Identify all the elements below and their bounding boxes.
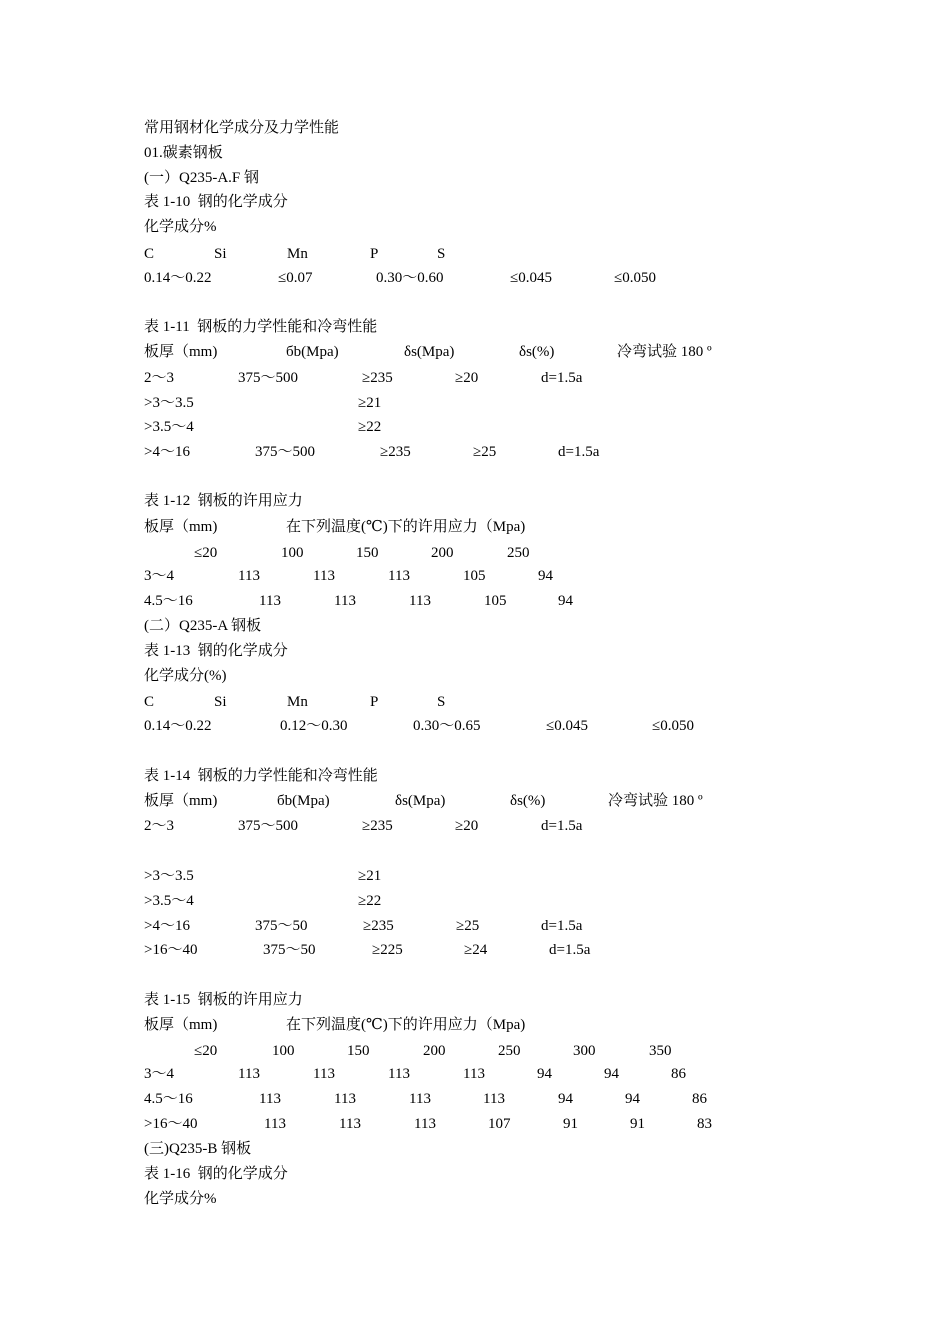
table-cell: 113 [339,1116,361,1132]
table-cell: 0.30～0.65 [413,718,481,734]
table-cell: 0.30～0.60 [376,270,444,286]
table-cell: 0.14～0.22 [144,270,212,286]
table-cell: 94 [558,1091,573,1107]
table-cell: ≥25 [473,444,497,460]
table-cell: 375～50 [263,942,316,958]
table-label: 化学成分% [144,1191,217,1207]
table-cell: ≤0.045 [510,270,552,286]
table-cell: 105 [484,593,507,609]
table-cell: 113 [259,1091,281,1107]
table-caption: 表 1-10 钢的化学成分 [144,194,288,210]
table-cell: 105 [463,568,486,584]
header-cell: δs(%) [510,793,546,809]
table-cell: 4.5～16 [144,1091,193,1107]
table-cell: 3～4 [144,568,175,584]
table-cell: d=1.5a [549,942,591,958]
table-cell: ≥21 [358,868,382,884]
table-cell: >3.5～4 [144,419,194,435]
table-cell: ≥235 [363,918,394,934]
table-cell: ≥235 [380,444,411,460]
table-cell: 113 [409,593,431,609]
document-title: 常用钢材化学成分及力学性能 [144,120,340,136]
table-cell: 113 [313,568,335,584]
table-cell: ≤0.050 [614,270,656,286]
table-cell: 94 [558,593,573,609]
table-cell: 113 [238,568,260,584]
table-cell: ≤0.07 [278,270,313,286]
section-heading: 01.碳素钢板 [144,145,223,161]
table-cell: >16～40 [144,942,198,958]
table-cell: 375～500 [255,444,316,460]
table-cell: 113 [313,1066,335,1082]
header-cell: C [144,246,155,262]
table-cell: d=1.5a [541,818,583,834]
subsection-heading: (二）Q235-A 钢板 [144,618,262,634]
header-cell: 冷弯试验 180 º [617,344,712,360]
table-cell: 86 [692,1091,707,1107]
header-cell: 100 [281,545,304,561]
table-cell: 0.14～0.22 [144,718,212,734]
table-cell: 94 [537,1066,552,1082]
table-caption: 表 1-11 钢板的力学性能和冷弯性能 [144,319,378,335]
table-cell: >3～3.5 [144,395,194,411]
header-cell: P [370,246,379,262]
header-cell: ≤20 [194,545,218,561]
header-cell: 350 [649,1043,672,1059]
header-cell: 150 [347,1043,370,1059]
header-cell: бb(Mpa) [286,344,339,360]
table-cell: 94 [625,1091,640,1107]
table-cell: >4～16 [144,444,190,460]
table-cell: >16～40 [144,1116,198,1132]
table-cell: 113 [238,1066,260,1082]
table-cell: ≥235 [362,818,393,834]
table-cell: ≥25 [456,918,480,934]
table-label: 化学成分% [144,219,217,235]
table-cell: 0.12～0.30 [280,718,348,734]
table-cell: 113 [483,1091,505,1107]
header-cell: δs(Mpa) [404,344,455,360]
table-cell: d=1.5a [558,444,600,460]
header-cell: 300 [573,1043,596,1059]
header-cell: 250 [507,545,530,561]
header-cell: C [144,694,155,710]
header-cell: 板厚（mm) [144,344,218,360]
table-label: 化学成分(%) [144,668,227,684]
header-cell: ≤20 [194,1043,218,1059]
header-cell: 板厚（mm) [144,793,218,809]
header-cell: 200 [431,545,454,561]
table-cell: 4.5～16 [144,593,193,609]
table-cell: 86 [671,1066,686,1082]
table-cell: ≥225 [372,942,403,958]
header-cell: 150 [356,545,379,561]
table-cell: 113 [334,593,356,609]
table-cell: 3～4 [144,1066,175,1082]
table-cell: 113 [388,1066,410,1082]
table-cell: 83 [697,1116,712,1132]
subsection-heading: (三)Q235-B 钢板 [144,1141,252,1157]
table-cell: ≤0.050 [652,718,694,734]
table-cell: ≥24 [464,942,488,958]
table-cell: 113 [259,593,281,609]
table-cell: 375～500 [238,818,299,834]
table-cell: 94 [604,1066,619,1082]
table-caption: 表 1-16 钢的化学成分 [144,1166,288,1182]
table-cell: ≥22 [358,893,382,909]
table-cell: 91 [563,1116,578,1132]
header-cell: 100 [272,1043,295,1059]
table-cell: 2～3 [144,818,175,834]
table-cell: 107 [488,1116,511,1132]
header-cell: S [437,246,446,262]
header-cell: 板厚（mm) [144,1017,218,1033]
header-cell: 在下列温度(℃)下的许用应力（Mpa) [286,1017,526,1033]
table-cell: 2～3 [144,370,175,386]
table-cell: d=1.5a [541,370,583,386]
header-cell: Si [214,694,227,710]
table-cell: >3.5～4 [144,893,194,909]
table-cell: 113 [334,1091,356,1107]
table-cell: 91 [630,1116,645,1132]
table-caption: 表 1-15 钢板的许用应力 [144,992,303,1008]
subsection-heading: (一）Q235-A.F 钢 [144,170,259,186]
table-cell: d=1.5a [541,918,583,934]
table-caption: 表 1-12 钢板的许用应力 [144,493,303,509]
table-cell: 375～500 [238,370,299,386]
table-cell: ≥22 [358,419,382,435]
header-cell: 板厚（mm) [144,519,218,535]
header-cell: Si [214,246,227,262]
header-cell: Mn [287,246,308,262]
header-cell: P [370,694,379,710]
table-cell: 113 [264,1116,286,1132]
table-cell: ≥20 [455,370,479,386]
header-cell: 250 [498,1043,521,1059]
table-cell: 113 [388,568,410,584]
table-caption: 表 1-13 钢的化学成分 [144,643,288,659]
table-cell: 113 [463,1066,485,1082]
header-cell: 在下列温度(℃)下的许用应力（Mpa) [286,519,526,535]
table-caption: 表 1-14 钢板的力学性能和冷弯性能 [144,768,378,784]
header-cell: δs(Mpa) [395,793,446,809]
header-cell: δs(%) [519,344,555,360]
table-cell: 113 [414,1116,436,1132]
header-cell: Mn [287,694,308,710]
table-cell: 94 [538,568,553,584]
table-cell: >3～3.5 [144,868,194,884]
table-cell: 375～50 [255,918,308,934]
table-cell: ≥235 [362,370,393,386]
table-cell: 113 [409,1091,431,1107]
table-cell: ≤0.045 [546,718,588,734]
table-cell: >4～16 [144,918,190,934]
header-cell: 冷弯试验 180 º [608,793,703,809]
table-cell: ≥20 [455,818,479,834]
table-cell: ≥21 [358,395,382,411]
header-cell: бb(Mpa) [277,793,330,809]
header-cell: S [437,694,446,710]
header-cell: 200 [423,1043,446,1059]
